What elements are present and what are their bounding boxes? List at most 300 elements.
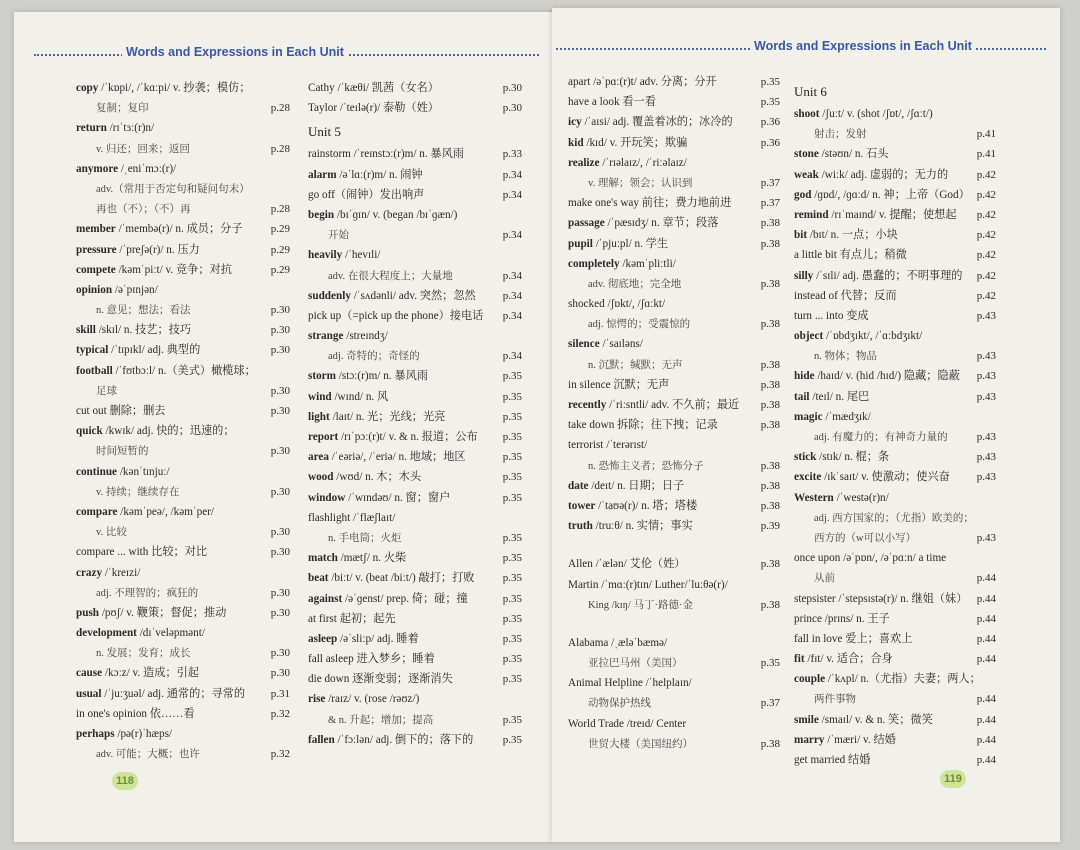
- vocab-entry: [308, 730, 522, 750]
- vocab-entry: [794, 144, 996, 164]
- entry-text: /raɪz/ v. (rose /rəʊz/): [325, 693, 420, 706]
- entry-text: /fɪt/ v. 适合；合身: [804, 653, 893, 666]
- page-ref: p.28: [270, 203, 290, 216]
- entry-continuation: [568, 653, 780, 673]
- headword: beat: [308, 572, 329, 585]
- word-column-left-2: [308, 78, 522, 750]
- entry-text: Martin /ˈmɑː(r)tɪn/ Luther/ˈluːθə(r)/: [568, 578, 728, 591]
- entry-text: /rɪˈpɔː(r)t/ v. & n. 报道；公布: [338, 431, 478, 443]
- vocab-entry: [568, 112, 780, 132]
- page-ref: p.43: [976, 451, 996, 464]
- vocab-entry: [76, 663, 290, 683]
- headword: stick: [794, 451, 817, 464]
- headword: match: [308, 552, 338, 565]
- page-ref: p.30: [270, 606, 290, 619]
- entry-text: /ˈmædʒɪk/: [822, 410, 871, 423]
- headword: football: [76, 364, 113, 377]
- entry-text: /deɪt/ n. 日期；日子: [588, 479, 685, 492]
- right-page: [552, 8, 1060, 842]
- entry-text: /dɪˈveləpmənt/: [136, 627, 205, 640]
- vocab-entry: [308, 427, 522, 447]
- entry-text: /biːt/ v. (beat /biːt/) 敲打；打败: [328, 572, 475, 585]
- page-ref: p.44: [976, 713, 996, 726]
- page-ref: p.38: [760, 479, 780, 492]
- page-ref: p.35: [502, 592, 522, 605]
- entry-text: /pə(r)ˈhæps/: [114, 728, 173, 740]
- headword: silence: [568, 338, 600, 351]
- header-banner-left: [34, 45, 539, 72]
- vocab-entry: [568, 213, 780, 233]
- vocab-entry: [308, 609, 522, 629]
- entry-text: /kəmˈpiːt/ v. 竞争；对抗: [115, 263, 232, 276]
- vocab-entry: [794, 548, 996, 568]
- page-ref: p.44: [976, 733, 996, 746]
- entry-continuation: [794, 427, 996, 447]
- page-ref: p.38: [760, 378, 780, 391]
- page-ref: p.38: [760, 598, 780, 611]
- entry-continuation: [794, 689, 996, 709]
- page-ref: p.29: [270, 243, 290, 256]
- entry-text: go off（闹钟）发出响声: [308, 188, 425, 201]
- entry-text: 两件事物: [814, 694, 856, 706]
- page-ref: p.41: [976, 148, 996, 161]
- vocab-entry: [794, 447, 996, 467]
- vocab-entry: [794, 266, 996, 286]
- headword: icy: [568, 116, 582, 129]
- vocab-entry: [76, 603, 290, 623]
- page-ref: p.35: [502, 370, 522, 383]
- vocab-entry: [76, 542, 290, 562]
- entry-text: 足球: [96, 385, 117, 397]
- vocab-entry: [794, 326, 996, 346]
- page-ref: p.35: [502, 451, 522, 464]
- entry-text: /ˈkreɪzi/: [102, 566, 141, 579]
- left-page: [14, 12, 552, 842]
- entry-text: fall asleep 进入梦乡；睡着: [308, 653, 435, 666]
- page-ref: p.34: [502, 188, 522, 201]
- entry-text: /ˈjuːʒuəl/ adj. 通常的；寻常的: [101, 687, 246, 700]
- entry-text: /kwɪk/ adj. 快的；迅速的；: [102, 425, 235, 438]
- entry-text: apart /əˈpɑː(r)t/ adv. 分离；分开: [568, 76, 717, 88]
- entry-text: /ˈfɔːlən/ adj. 倒下的；落下的: [334, 733, 474, 746]
- vocab-entry: [76, 280, 290, 300]
- headword: crazy: [76, 566, 103, 579]
- vocab-entry: [568, 254, 780, 274]
- entry-text: /ˈtɪpɪkl/ adj. 典型的: [108, 344, 201, 357]
- vocab-entry: [794, 669, 996, 689]
- vocab-entry: [794, 306, 996, 326]
- vocab-entry: [76, 421, 290, 441]
- entry-text: /ˈhevɪli/: [342, 249, 381, 262]
- entry-continuation: [794, 346, 996, 366]
- entry-text: adj. 奇特的；奇怪的: [328, 351, 420, 363]
- page-ref: p.35: [502, 552, 522, 565]
- headword: quick: [76, 425, 103, 438]
- vocab-entry: [568, 153, 780, 173]
- entry-continuation: [76, 583, 290, 603]
- entry-text: /smaɪl/ v. & n. 笑；微笑: [818, 713, 933, 726]
- entry-text: 西方的（w可以小写）: [814, 532, 917, 544]
- page-ref: p.38: [760, 277, 780, 290]
- page-ref: p.44: [976, 592, 996, 605]
- entry-text: /stɪk/ n. 棍；条: [816, 451, 890, 464]
- headword: against: [308, 592, 343, 605]
- headword: god: [794, 188, 812, 201]
- headword: completely: [568, 257, 620, 270]
- entry-text: adj. 不理智的；疯狂的: [96, 587, 199, 599]
- entry-text: /kɪd/ v. 开玩笑；欺骗: [583, 136, 688, 149]
- vocab-entry: [308, 669, 522, 689]
- page-ref: p.38: [760, 558, 780, 571]
- vocab-entry: [76, 340, 290, 360]
- page-ref: p.35: [502, 390, 522, 403]
- entry-text: adv. 可能；大概；也许: [96, 749, 200, 761]
- page-ref: p.37: [760, 197, 780, 210]
- page-ref: p.44: [976, 754, 996, 766]
- entry-text: 再也（不）；（不）再: [96, 204, 191, 216]
- headword: wood: [308, 471, 334, 484]
- entry-text: /ˈaɪsi/ adj. 覆盖着冰的；冰冷的: [581, 116, 733, 129]
- vocab-entry: [76, 704, 290, 724]
- vocab-entry: [76, 462, 290, 482]
- vocab-entry: [794, 609, 996, 629]
- page-ref: p.30: [270, 586, 290, 599]
- entry-text: turn ... into 变成: [794, 309, 869, 322]
- headword: light: [308, 410, 330, 423]
- entry-text: a little bit 有点儿；稍微: [794, 249, 907, 262]
- page-ref: p.30: [502, 102, 522, 115]
- headword: window: [308, 491, 346, 504]
- entry-text: /ˈwestə(r)n/: [833, 491, 889, 504]
- page-ref: p.38: [760, 318, 780, 331]
- headword: compare: [76, 505, 118, 518]
- entry-text: die down 逐渐变弱；逐渐消失: [308, 673, 453, 686]
- entry-text: /kəmˈpeə/, /kəmˈper/: [117, 505, 215, 518]
- vocab-entry: [76, 219, 290, 239]
- entry-text: adv.（常用于否定句和疑问句末）: [96, 183, 250, 195]
- page-ref: p.30: [502, 82, 522, 94]
- entry-text: Allen /ˈælən/ 艾伦（姓）: [568, 558, 686, 571]
- headword: shoot: [794, 108, 820, 120]
- vocab-entry: [76, 502, 290, 522]
- headword: push: [76, 606, 100, 619]
- entry-text: King /kɪŋ/ 马丁·路德·金: [588, 599, 693, 611]
- entry-text: in silence 沉默；无声: [568, 378, 670, 391]
- page-ref: p.35: [502, 572, 522, 585]
- page-ref: p.35: [502, 471, 522, 484]
- vocab-entry: [568, 334, 780, 354]
- vocab-entry: [308, 508, 522, 528]
- page-ref: p.43: [976, 471, 996, 484]
- entry-text: once upon /əˈpɒn/, /əˈpɑːn/ a time: [794, 552, 947, 565]
- vocab-entry: [308, 205, 522, 225]
- page-ref: p.36: [760, 116, 780, 129]
- entry-continuation: [76, 300, 290, 320]
- vocab-entry: [794, 467, 996, 487]
- vocab-entry: [308, 689, 522, 709]
- entry-text: Cathy /ˈkæθi/ 凯茜（女名）: [308, 82, 439, 94]
- entry-text: /ˈmembə(r)/ n. 成员；分子: [115, 223, 243, 236]
- entry-continuation: [308, 225, 522, 245]
- headword: recently: [568, 399, 607, 411]
- entry-text: /ˈpæsɪdʒ/ n. 章节；段落: [604, 217, 719, 230]
- vocab-entry: [568, 554, 780, 574]
- vocab-entry: [308, 548, 522, 568]
- entry-text: rainstorm /ˈreɪnstɔː(r)m/ n. 暴风雨: [308, 148, 464, 161]
- entry-text: /bɪt/ n. 一点；小块: [807, 229, 898, 242]
- entry-text: 动物保护热线: [588, 698, 651, 710]
- entry-text: /ˈriːsntli/ adv. 不久前；最近: [606, 399, 740, 411]
- page-ref: p.33: [502, 148, 522, 161]
- page-ref: p.35: [502, 673, 522, 686]
- headword: fallen: [308, 733, 335, 746]
- entry-text: World Trade /treɪd/ Center: [568, 717, 687, 730]
- headword: copy: [76, 82, 99, 94]
- entry-text: /teɪl/ n. 尾巴: [809, 390, 870, 403]
- page-ref: p.35: [760, 76, 780, 88]
- entry-text: terrorist /ˈterərɪst/: [568, 439, 648, 452]
- page-ref: p.32: [270, 707, 290, 720]
- entry-continuation: [568, 274, 780, 294]
- vocab-entry: [76, 159, 290, 179]
- entry-text: adj. 有魔力的；有神奇力量的: [814, 432, 948, 443]
- entry-text: /kəmˈpliːtli/: [619, 257, 676, 270]
- vocab-entry: [794, 104, 996, 124]
- entry-text: /skɪl/ n. 技艺；技巧: [95, 324, 192, 337]
- entry-text: /ˈkɒpi/, /ˈkɑːpi/ v. 抄袭；模仿；: [98, 82, 251, 94]
- page-ref: p.35: [760, 96, 780, 109]
- headword: storm: [308, 370, 336, 383]
- entry-continuation: [76, 199, 290, 219]
- entry-text: Taylor /ˈteɪlə(r)/ 泰勒（姓）: [308, 102, 439, 115]
- page-ref: p.43: [976, 531, 996, 544]
- entry-text: 世贸大楼（美国纽约）: [588, 738, 693, 750]
- entry-continuation: [308, 346, 522, 366]
- page-ref: p.42: [976, 269, 996, 282]
- headword: weak: [794, 168, 819, 181]
- entry-text: adv. 在很大程度上；大量地: [328, 270, 453, 282]
- headword: kid: [568, 136, 584, 149]
- page-ref: p.34: [502, 289, 522, 302]
- entry-text: /ˈpreʃə(r)/ n. 压力: [116, 243, 200, 256]
- headword: silly: [794, 269, 814, 282]
- entry-text: /ˈkʌpl/ n.（尤指）夫妻；两人；: [825, 673, 981, 686]
- header-banner-right: [556, 39, 1046, 66]
- vocab-entry: [568, 234, 780, 254]
- headword: asleep: [308, 632, 338, 645]
- vocab-entry: [308, 98, 522, 118]
- page-ref: p.30: [270, 647, 290, 660]
- vocab-entry: [308, 467, 522, 487]
- entry-text: /stəʊn/ n. 石头: [818, 148, 889, 161]
- page-ref: p.34: [502, 269, 522, 282]
- entry-text: n. 发展；发育；成长: [96, 648, 191, 660]
- page-ref: p.43: [976, 370, 996, 383]
- page-ref: p.35: [502, 612, 522, 625]
- entry-text: at first 起初；起先: [308, 612, 396, 625]
- headword: hide: [794, 370, 815, 383]
- entry-text: /ˈɒbdʒɪkt/, /ˈɑːbdʒɪkt/: [823, 330, 923, 343]
- entry-text: /pʊʃ/ v. 鞭策；督促；推动: [99, 606, 227, 619]
- vocab-entry: [794, 589, 996, 609]
- entry-text: /ˈeəriə/, /ˈeriə/ n. 地域；地区: [328, 451, 466, 464]
- vocab-entry: [308, 629, 522, 649]
- entry-text: n. 手电筒；火炬: [328, 532, 402, 544]
- headword: truth: [568, 520, 593, 533]
- page-number: 119: [940, 770, 966, 788]
- page-ref: p.30: [270, 344, 290, 357]
- page-ref: p.30: [270, 324, 290, 337]
- entry-continuation: [794, 508, 996, 528]
- entry-continuation: [568, 595, 780, 615]
- entry-text: /laɪt/ n. 光；光线；光亮: [329, 410, 446, 423]
- entry-text: prince /prɪns/ n. 王子: [794, 612, 890, 625]
- vocab-entry: [568, 496, 780, 516]
- entry-text: make one's way 前往；费力地前进: [568, 197, 732, 210]
- entry-text: /rɪˈmaɪnd/ v. 提醒；使想起: [828, 208, 957, 221]
- entry-text: /kənˈtɪnjuː/: [117, 465, 170, 478]
- entry-text: flashlight /ˈflæʃlaɪt/: [308, 511, 396, 524]
- page-ref: p.38: [760, 419, 780, 432]
- vocab-entry: [76, 361, 290, 381]
- page-ref: p.35: [502, 733, 522, 746]
- entry-text: 射击；发射: [814, 129, 867, 141]
- vocab-entry: [308, 286, 522, 306]
- page-ref: p.38: [760, 237, 780, 250]
- word-column-left-1: [76, 78, 290, 764]
- entry-text: 复制；复印: [96, 103, 149, 115]
- vocab-entry: [76, 240, 290, 260]
- page-ref: p.34: [502, 229, 522, 242]
- page-ref: p.35: [502, 632, 522, 645]
- page-ref: p.30: [270, 485, 290, 498]
- page-ref: p.42: [976, 249, 996, 262]
- page-ref: p.38: [760, 499, 780, 512]
- headword: return: [76, 122, 107, 135]
- vocab-entry: [568, 435, 780, 455]
- entry-text: /kɔːz/ v. 造成；引起: [102, 667, 199, 680]
- entry-continuation: [568, 456, 780, 476]
- vocab-entry: [794, 185, 996, 205]
- page-ref: p.37: [760, 697, 780, 710]
- vocab-entry: [568, 673, 780, 693]
- page-ref: p.44: [976, 653, 996, 666]
- vocab-entry: [794, 629, 996, 649]
- page-ref: p.29: [270, 223, 290, 236]
- entry-text: 从前: [814, 573, 835, 585]
- entry-text: /ˈsɪli/ adj. 愚蠢的；不明事理的: [813, 269, 963, 282]
- vocab-entry: [308, 165, 522, 185]
- entry-text: /ˈfʊtbɔːl/ n.（美式）橄榄球；: [112, 364, 256, 377]
- headword: typical: [76, 344, 109, 357]
- entry-text: adj. 西方国家的；（尤指）欧美的；: [814, 512, 974, 524]
- vocab-entry: [568, 133, 780, 153]
- vocab-entry: [308, 447, 522, 467]
- headword: member: [76, 223, 116, 236]
- vocab-entry: [76, 401, 290, 421]
- page-ref: p.44: [976, 693, 996, 706]
- vocab-entry: [308, 589, 522, 609]
- page-ref: p.38: [760, 399, 780, 411]
- entry-text: in one's opinion 依……看: [76, 707, 195, 720]
- headword: tower: [568, 499, 596, 512]
- entry-text: /əˈsliːp/ adj. 睡着: [337, 632, 419, 645]
- entry-continuation: [76, 441, 290, 461]
- headword: area: [308, 451, 329, 464]
- page-ref: p.35: [760, 657, 780, 670]
- page-ref: p.35: [502, 653, 522, 666]
- word-column-right-1: [568, 72, 780, 754]
- page-ref: p.34: [502, 350, 522, 363]
- entry-text: /wiːk/ adj. 虚弱的；无力的: [818, 168, 949, 181]
- headword: report: [308, 431, 339, 443]
- headword: development: [76, 627, 137, 640]
- vocab-entry: [568, 633, 780, 653]
- headword: cause: [76, 667, 103, 680]
- entry-text: 开始: [328, 230, 349, 242]
- headword: continue: [76, 465, 118, 478]
- entry-text: n. 恐怖主义者；恐怖分子: [588, 460, 704, 472]
- entry-continuation: [76, 744, 290, 764]
- vocab-entry: [568, 714, 780, 734]
- entry-text: /rɪˈtɜː(r)n/: [106, 122, 155, 135]
- entry-text: v. 持续；继续存在: [96, 486, 180, 498]
- vocab-entry: [308, 407, 522, 427]
- vocab-entry: [308, 568, 522, 588]
- page-ref: p.42: [976, 229, 996, 242]
- entry-continuation: [308, 266, 522, 286]
- entry-text: /ˈwɪndəʊ/ n. 窗；窗户: [345, 491, 451, 504]
- entry-text: /ˌeniˈmɔː(r)/: [118, 162, 177, 175]
- page-ref: p.35: [502, 531, 522, 544]
- entry-text: /ɡɒd/, /ɡɑːd/ n. 神；上帝（God）: [811, 188, 970, 201]
- entry-text: n. 物体；物品: [814, 351, 877, 363]
- vocab-entry: [308, 366, 522, 386]
- vocab-entry: [794, 286, 996, 306]
- page-ref: p.31: [270, 687, 290, 700]
- entry-continuation: [794, 528, 996, 548]
- headword: begin: [308, 208, 335, 221]
- entry-text: /truːθ/ n. 实情；事实: [592, 520, 693, 533]
- vocab-entry: [308, 387, 522, 407]
- headword: wind: [308, 390, 332, 403]
- page-ref: p.28: [270, 102, 290, 115]
- vocab-entry: [568, 516, 780, 536]
- entry-text: pick up（=pick up the phone）接电话: [308, 309, 484, 322]
- headword: pupil: [568, 237, 593, 250]
- page-ref: p.38: [760, 358, 780, 371]
- headword: alarm: [308, 168, 337, 181]
- entry-text: stepsister /ˈstepsɪstə(r)/ n. 继姐（妹）: [794, 592, 968, 605]
- entry-text: take down 拆除；往下拽；记录: [568, 419, 718, 432]
- headword: Western: [794, 491, 834, 504]
- headword: magic: [794, 410, 823, 423]
- entry-text: n. 沉默；缄默；无声: [588, 359, 683, 371]
- headword: passage: [568, 217, 605, 230]
- vocab-entry: [794, 165, 996, 185]
- page-ref: p.42: [976, 188, 996, 201]
- vocab-entry: [794, 730, 996, 750]
- page-ref: p.38: [760, 737, 780, 750]
- entry-continuation: [568, 314, 780, 334]
- entry-text: /haɪd/ v. (hid /hɪd/) 隐藏；隐蔽: [814, 370, 960, 383]
- page-ref: p.34: [502, 168, 522, 181]
- entry-text: /əˈɡenst/ prep. 倚；碰；撞: [342, 592, 468, 605]
- vocab-entry: [794, 750, 996, 770]
- entry-continuation: [76, 381, 290, 401]
- entry-text: shocked /ʃɒkt/, /ʃɑːkt/: [568, 298, 666, 311]
- vocab-entry: [794, 387, 996, 407]
